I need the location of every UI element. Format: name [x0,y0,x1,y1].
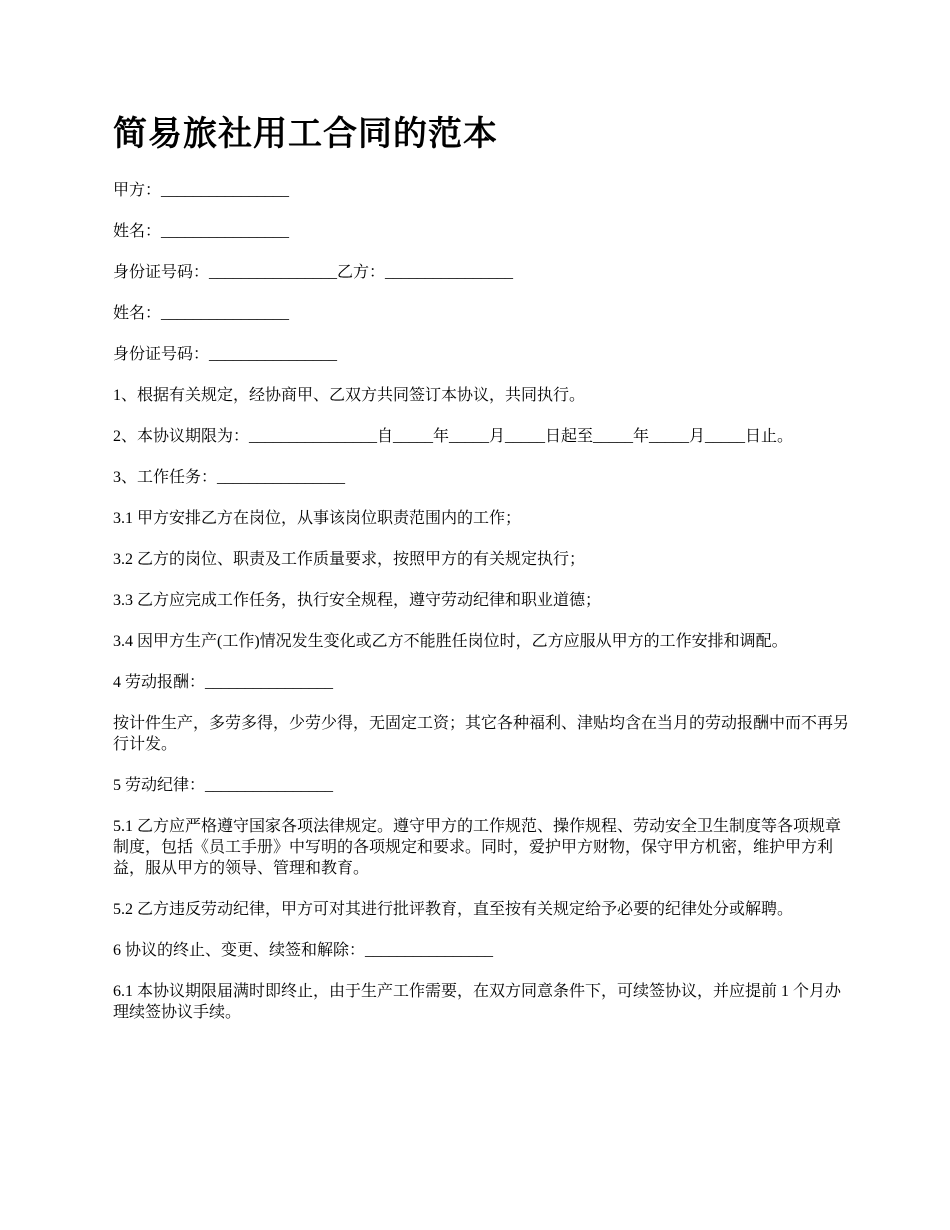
clause-1: 1、根据有关规定，经协商甲、乙双方共同签订本协议，共同执行。 [113,387,586,404]
document-title: 简易旅社用工合同的范本 [113,116,498,153]
clause-6-heading: 6 协议的终止、变更、续签和解除：________________ [113,942,494,959]
document-page [113,112,853,1043]
clause-3-4: 3.4 因甲方生产(工作)情况发生变化或乙方不能胜任岗位时，乙方应服从甲方的工作安排和调配。 [113,633,788,650]
party-a-id-party-b-line: 身份证号码：________________乙方：________________ [113,264,514,281]
party-a-line: 甲方：________________ [113,182,290,199]
party-b-id-line: 身份证号码：________________ [113,346,338,363]
party-a-name-line: 姓名：________________ [113,223,290,240]
clause-2-term: 2、本协议期限为：________________自_____年_____月_____日起至_____年_____月_____日止。 [113,428,794,445]
clause-5-heading: 5 劳动纪律：________________ [113,777,334,794]
clause-5-1: 5.1 乙方应严格遵守国家各项法律规定。遵守甲方的工作规范、操作规程、劳动安全卫生制度等各项规章制度，包括《员工手册》中写明的各项规定和要求。同时，爱护甲方财物，保守甲方机密，维护甲方利益，服从甲方的领导、管理和教育。 [113,818,842,877]
party-b-name-line: 姓名：________________ [113,305,290,322]
clause-5-2: 5.2 乙方违反劳动纪律，甲方可对其进行批评教育，直至按有关规定给予必要的纪律处分或解聘。 [113,901,794,918]
clause-3-1: 3.1 甲方安排乙方在岗位，从事该岗位职责范围内的工作； [113,510,522,527]
clause-3-3: 3.3 乙方应完成工作任务，执行安全规程，遵守劳动纪律和职业道德； [113,592,602,609]
clause-3-heading: 3、工作任务：________________ [113,469,346,486]
clause-6-1: 6.1 本协议期限届满时即终止，由于生产工作需要，在双方同意条件下，可续签协议，并应提前 1 个月办理续签协议手续。 [113,983,842,1021]
clause-3-2: 3.2 乙方的岗位、职责及工作质量要求，按照甲方的有关规定执行； [113,551,586,568]
clause-4-heading: 4 劳动报酬：________________ [113,674,334,691]
clause-4-body: 按计件生产，多劳多得，少劳少得，无固定工资；其它各种福利、津贴均含在当月的劳动报酬中而不再另行计发。 [113,715,850,753]
